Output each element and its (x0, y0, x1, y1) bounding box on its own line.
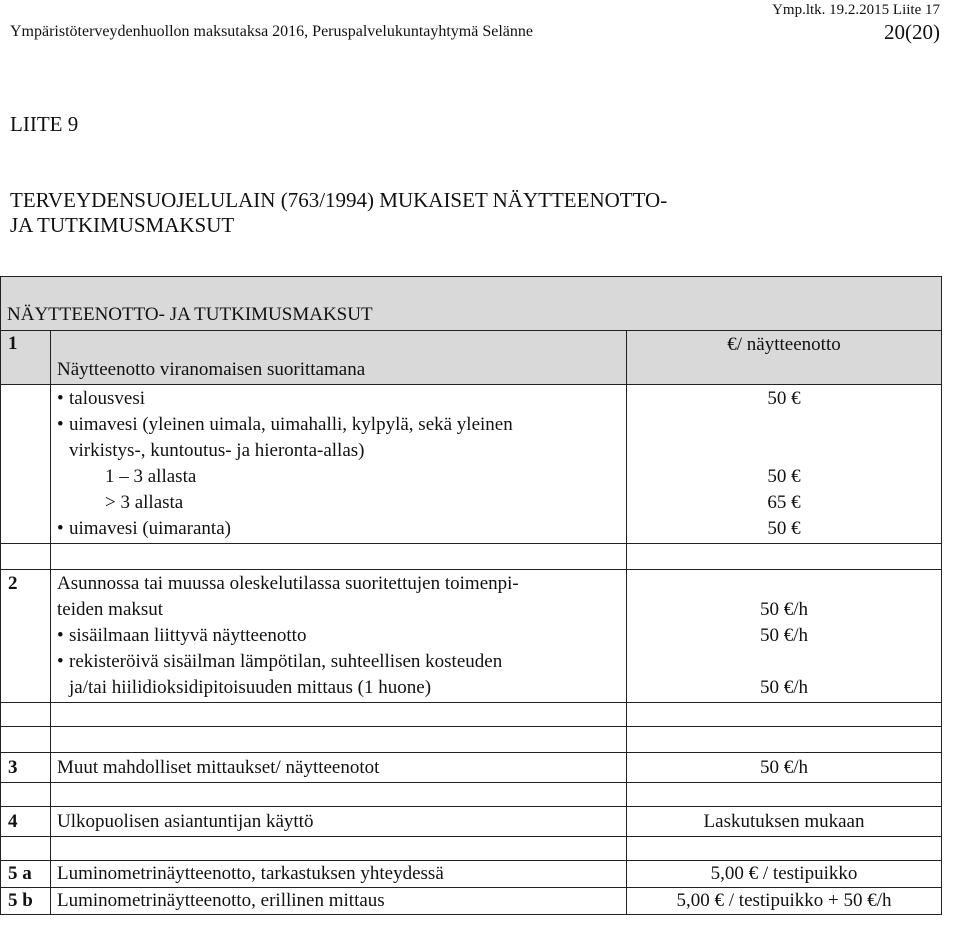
price: 5,00 € / testipuikko (627, 861, 942, 888)
unit-header: €/ näytteenotto (727, 334, 841, 355)
table-row-empty (1, 837, 942, 861)
row-title: Näytteenotto viranomaisen suorittamana (57, 359, 366, 380)
table-row-s4 (1, 807, 942, 837)
table-row-s3 (1, 753, 942, 783)
row-text: Ulkopuolisen asiantuntijan käyttö (51, 807, 627, 837)
document-title-line1: TERVEYDENSUOJELULAIN (763/1994) MUKAISET NÄYTTEENOTTO- (10, 188, 668, 212)
price: 50 € (767, 466, 801, 487)
table-row-empty (1, 544, 942, 570)
table-row-empty (1, 727, 942, 753)
price: 50 €/h (759, 599, 809, 620)
price: 5,00 € / testipuikko + 50 €/h (627, 888, 942, 915)
row-number: 1 (1, 331, 51, 385)
price: 50 € (767, 518, 801, 539)
section-title: NÄYTTEENOTTO- JA TUTKIMUSMAKSUT (7, 304, 373, 325)
table-row-s2 (1, 570, 942, 703)
row-text: Muut mahdolliset mittaukset/ näytteenotot (51, 753, 627, 783)
price: Laskutuksen mukaan (627, 807, 942, 837)
fee-table (0, 276, 942, 915)
row-text: Asunnossa tai muussa oleskelutilassa suoritettujen toimenpi- (57, 573, 519, 594)
price: 50 €/h (627, 753, 942, 783)
document-title-line2: JA TUTKIMUSMAKSUT (10, 213, 235, 237)
row-text: Luminometrinäytteenotto, erillinen mittaus (51, 888, 627, 915)
row-text: teiden maksut (57, 599, 164, 620)
list-item: • rekisteröivä sisäilman lämpötilan, suhteellisen kosteuden ja/tai hiilidioksidipitoisuuden mittaus (1 huone) (57, 649, 620, 701)
table-row-s5a (1, 861, 942, 888)
document-header-title: Ympäristöterveydenhuollon maksutaksa 2016, Peruspalvelukuntayhtymä Selänne (10, 23, 533, 40)
price: 50 €/h (759, 677, 809, 698)
row-text: Luminometrinäytteenotto, tarkastuksen yhteydessä (51, 861, 627, 888)
page-number: 20(20) (884, 20, 940, 44)
price: 65 € (767, 492, 801, 513)
document-reference: Ymp.ltk. 19.2.2015 Liite 17 (772, 2, 940, 18)
row-number: 5 a (1, 861, 51, 888)
list-item: • talousvesi (57, 386, 620, 412)
list-item: • uimavesi (yleinen uimala, uimahalli, kylpylä, sekä yleinen virkistys-, kuntoutus- ja hieronta-allas) 1 – 3 allasta > 3 allasta (57, 412, 620, 516)
table-row-s1-items (1, 385, 942, 544)
table-row-s5b (1, 888, 942, 915)
list-item: • sisäilmaan liittyvä näytteenotto (57, 623, 620, 649)
appendix-label: LIITE 9 (10, 112, 79, 136)
table-section-header (1, 277, 942, 331)
row-number: 2 (1, 570, 51, 703)
table-row-s1-header (1, 331, 942, 385)
row-number: 4 (1, 807, 51, 837)
row-number: 5 b (1, 888, 51, 915)
list-item: • uimavesi (uimaranta) (57, 516, 620, 542)
price: 50 € (767, 388, 801, 409)
row-number: 3 (1, 753, 51, 783)
table-row-empty (1, 783, 942, 807)
price: 50 €/h (759, 625, 809, 646)
table-row-empty (1, 703, 942, 727)
